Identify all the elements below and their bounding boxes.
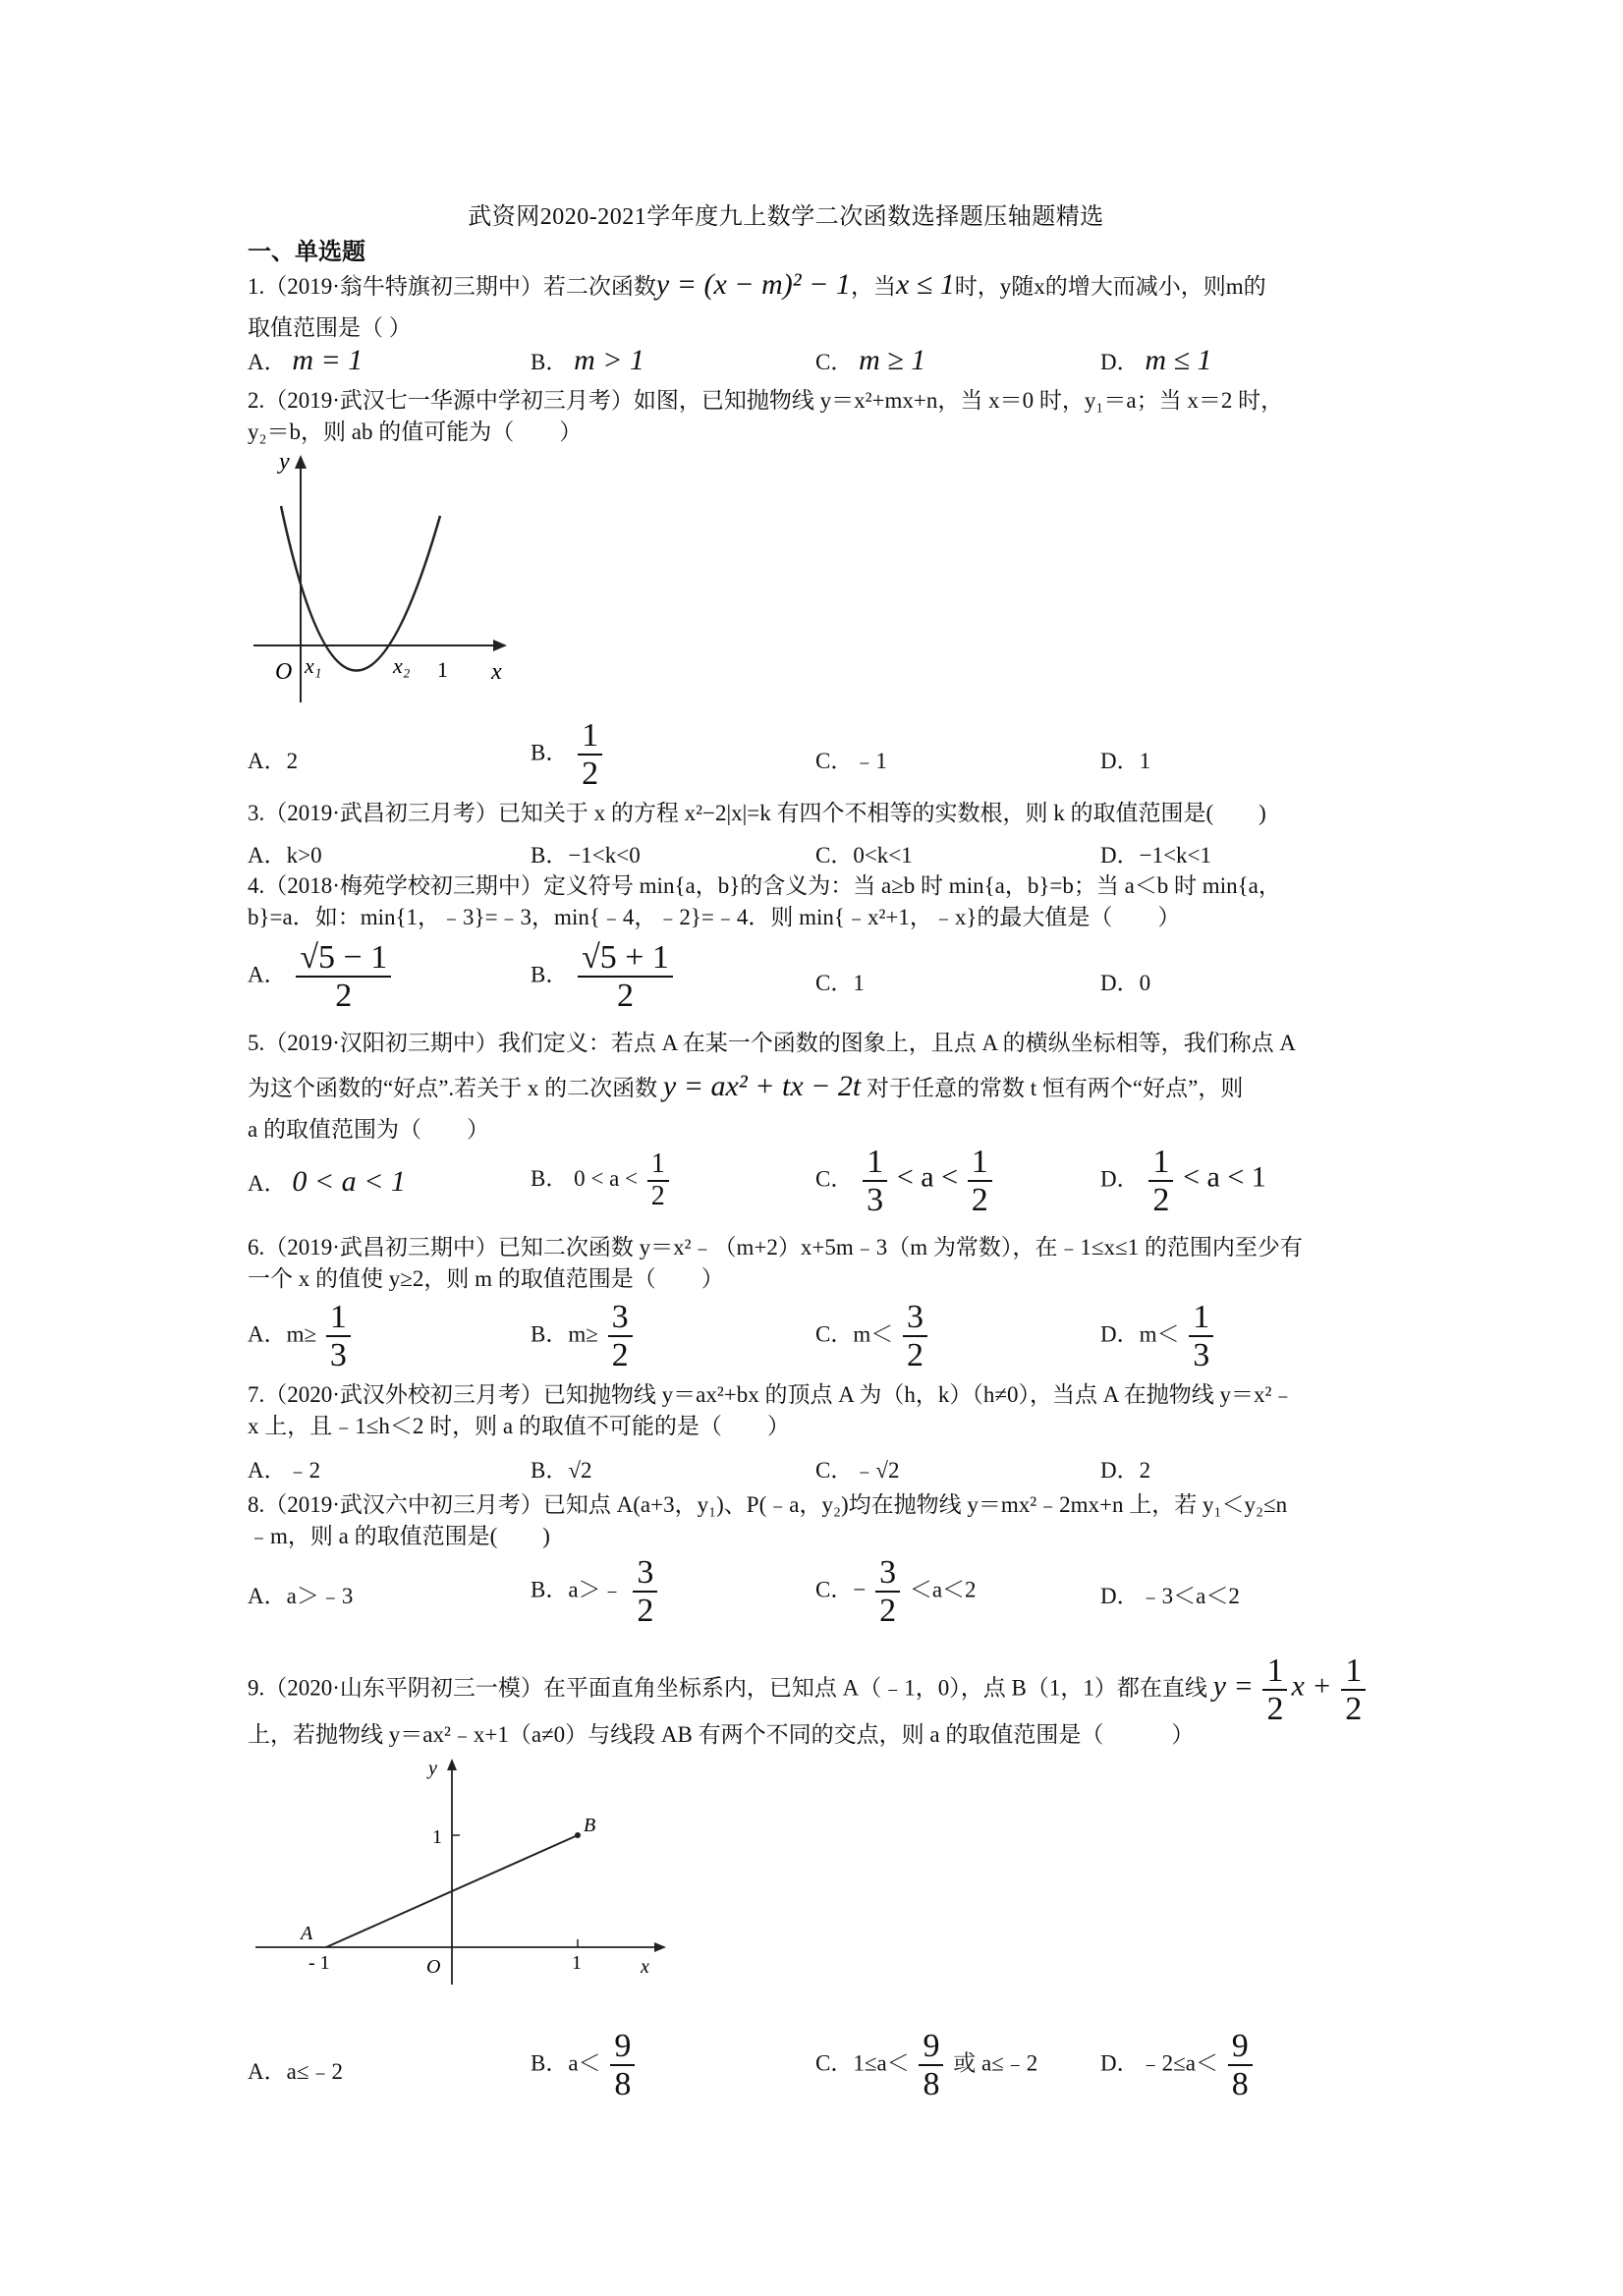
denominator: 3 xyxy=(867,1182,884,1219)
graph-x2-label: x₂ xyxy=(393,653,411,678)
q1-option-d[interactable] xyxy=(1100,344,1212,377)
numerator: 1 xyxy=(1262,1652,1287,1691)
option-label: B． xyxy=(531,740,569,765)
q9-line1 xyxy=(248,1652,1387,1728)
option-label: D． xyxy=(1100,350,1140,374)
fraction xyxy=(903,1299,927,1374)
q8-line1: 8.（2019·武汉六中初三月考）已知点 A(a+3，y₁)、P(﹣a，y₂)均在抛物线 y＝mx²﹣2mx+n 上，若 y₁＜y₂≤n xyxy=(248,1492,1288,1517)
q5-option-a[interactable] xyxy=(248,1165,406,1199)
option-value: 0 < a < xyxy=(574,1166,638,1192)
denominator: 3 xyxy=(1193,1337,1210,1374)
fraction xyxy=(863,1144,887,1219)
fraction xyxy=(1228,2028,1253,2103)
q4-option-d[interactable]: D．0 xyxy=(1100,971,1151,995)
numerator: 1 xyxy=(647,1149,669,1182)
q9-formula-y: y = xyxy=(1212,1669,1254,1703)
numerator: 1 xyxy=(863,1144,887,1182)
fraction xyxy=(610,2028,635,2103)
denominator: 3 xyxy=(329,1337,347,1374)
numerator: √5 − 1 xyxy=(296,939,391,978)
option-value: ＜a＜2 xyxy=(909,1577,977,1602)
q2-option-d[interactable]: D．1 xyxy=(1100,749,1151,773)
graph-x-label: x xyxy=(641,1956,649,1978)
fraction xyxy=(296,939,391,1015)
denominator: 8 xyxy=(614,2066,632,2103)
q8-option-d[interactable]: D．﹣3＜a＜2 xyxy=(1100,1584,1240,1608)
q5-line3: a 的取值范围为（ ） xyxy=(248,1117,489,1142)
point-b-label: B xyxy=(584,1815,596,1836)
numerator: 1 xyxy=(578,717,602,756)
option-value: < a < xyxy=(896,1160,958,1194)
q4-option-c[interactable]: C．1 xyxy=(815,971,865,995)
denominator: 2 xyxy=(1345,1691,1363,1728)
option-label: A． xyxy=(248,962,287,987)
option-label: B．m≥ xyxy=(531,1321,598,1347)
option-value: m ≤ 1 xyxy=(1145,344,1212,376)
section-heading: 一、单选题 xyxy=(248,240,365,265)
q7-option-d[interactable]: D．2 xyxy=(1100,1458,1151,1483)
fraction xyxy=(647,1149,669,1212)
q2-option-c[interactable]: C．﹣1 xyxy=(815,749,887,773)
option-label: B． xyxy=(531,350,569,374)
q5-option-d[interactable] xyxy=(1100,1144,1266,1219)
graph-x1-label: x₁ xyxy=(305,653,322,678)
fraction xyxy=(633,1554,657,1630)
fraction xyxy=(326,1299,351,1374)
option-label: B．a＞﹣ xyxy=(531,1577,624,1602)
numerator: √5 + 1 xyxy=(578,939,673,978)
fraction xyxy=(578,717,602,793)
q2-line2: y₂＝b，则 ab 的值可能为（ ） xyxy=(248,420,583,444)
q3-option-a[interactable]: A．k>0 xyxy=(248,843,322,868)
q9-option-c[interactable] xyxy=(815,2028,1037,2103)
graph-one-label: 1 xyxy=(437,657,448,682)
option-value: m > 1 xyxy=(574,344,645,376)
q7-option-b[interactable]: B．√2 xyxy=(531,1458,592,1483)
q1-option-b[interactable] xyxy=(531,344,644,377)
q2-option-a[interactable]: A．2 xyxy=(248,749,299,773)
denominator: 2 xyxy=(582,756,599,793)
q5-formula: y = ax² + tx − 2t xyxy=(662,1070,862,1102)
q5-option-b[interactable] xyxy=(531,1149,673,1212)
q7-option-a[interactable]: A．﹣2 xyxy=(248,1458,321,1483)
numerator: 1 xyxy=(1341,1652,1366,1691)
q4-line2: b}=a．如：min{1，﹣3}=﹣3，min{﹣4，﹣2}=﹣4．则 min{﹣x²+1，﹣x}的最大值是（ ） xyxy=(248,905,1181,929)
q9-line-graph xyxy=(246,1753,668,1988)
q6-option-a[interactable] xyxy=(248,1299,355,1374)
q1-text: ，当 xyxy=(850,274,896,299)
q3-option-c[interactable]: C．0<k<1 xyxy=(815,843,913,868)
fraction xyxy=(919,2028,943,2103)
denominator: 8 xyxy=(1231,2066,1249,2103)
fraction xyxy=(1262,1652,1287,1728)
q1-condition: x ≤ 1 xyxy=(895,268,955,301)
q3-option-d[interactable]: D．−1<k<1 xyxy=(1100,843,1212,868)
q1-line1 xyxy=(248,269,1387,303)
option-value: m = 1 xyxy=(292,344,364,376)
q7-line2: x 上，且﹣1≤h＜2 时，则 a 的取值不可能的是（ ） xyxy=(248,1414,790,1438)
q5-option-c[interactable] xyxy=(815,1144,996,1219)
numerator: 1 xyxy=(968,1144,992,1182)
graph-y-label: y xyxy=(428,1758,437,1779)
fraction xyxy=(1148,1144,1173,1219)
option-value: 0 < a < 1 xyxy=(292,1165,406,1198)
numerator: 3 xyxy=(608,1299,633,1337)
numerator: 9 xyxy=(919,2028,943,2066)
q1-line2: 取值范围是（ ） xyxy=(248,315,412,340)
option-label: C．1≤a＜ xyxy=(815,2050,910,2076)
q2-option-b[interactable] xyxy=(531,717,606,793)
fraction xyxy=(1341,1652,1366,1728)
numerator: 1 xyxy=(326,1299,351,1337)
q9-option-b[interactable] xyxy=(531,2028,639,2103)
q9-line2: 上，若抛物线 y＝ax²﹣x+1（a≠0）与线段 AB 有两个不同的交点，则 a 的取值范围是（ ） xyxy=(248,1722,1195,1747)
q9-option-d[interactable] xyxy=(1100,2028,1257,2103)
q6-option-d[interactable] xyxy=(1100,1299,1217,1374)
denominator: 2 xyxy=(1266,1691,1284,1728)
q8-line2: ﹣m，则 a 的取值范围是( ) xyxy=(248,1524,550,1548)
option-label: D． xyxy=(1100,1166,1140,1192)
q1-option-a[interactable] xyxy=(248,344,363,377)
fraction xyxy=(578,939,673,1015)
fraction xyxy=(875,1554,900,1630)
q3-option-b[interactable]: B．−1<k<0 xyxy=(531,843,641,868)
option-label: D．﹣2≤a＜ xyxy=(1100,2050,1218,2076)
option-label: A． xyxy=(248,350,287,374)
q3-line1: 3.（2019·武昌初三月考）已知关于 x 的方程 x²−2|x|=k 有四个不相等的实数根，则 k 的取值范围是( ) xyxy=(248,801,1266,825)
q9-stem: 9.（2020·山东平阴初三一模）在平面直角坐标系内，已知点 A（﹣1，0），点 B（1，1）都在直线 xyxy=(248,1675,1207,1701)
q8-option-c[interactable] xyxy=(815,1554,977,1630)
option-label: C．− xyxy=(815,1577,867,1602)
option-label: C． xyxy=(815,350,854,374)
q5-line1: 5.（2019·汉阳初三期中）我们定义：若点 A 在某一个函数的图象上，且点 A 的横纵坐标相等，我们称点 A xyxy=(248,1031,1296,1055)
q6-line2: 一个 x 的值使 y≥2，则 m 的取值范围是（ ） xyxy=(248,1266,724,1291)
denominator: 2 xyxy=(971,1182,988,1219)
numerator: 3 xyxy=(633,1554,657,1593)
q1-stem: 1.（2019·翁牛特旗初三期中）若二次函数 xyxy=(248,274,656,299)
q5-stem: 为这个函数的“好点”.若关于 x 的二次函数 xyxy=(248,1076,658,1100)
q2-parabola-graph xyxy=(244,447,519,707)
fraction xyxy=(1189,1299,1213,1374)
denominator: 2 xyxy=(637,1593,654,1630)
denominator: 2 xyxy=(335,978,353,1015)
page-title: 武资网2020-2021学年度九上数学二次函数选择题压轴题精选 xyxy=(468,204,1104,230)
option-label: A． xyxy=(248,1171,287,1196)
numerator: 1 xyxy=(1148,1144,1173,1182)
denominator: 2 xyxy=(650,1180,665,1211)
denominator: 2 xyxy=(1152,1182,1170,1219)
option-label: B． xyxy=(531,1166,569,1192)
q8-option-a[interactable]: A．a＞﹣3 xyxy=(248,1584,354,1608)
option-value: 或 a≤﹣2 xyxy=(953,2050,1038,2076)
q6-option-b[interactable] xyxy=(531,1299,637,1374)
numerator: 1 xyxy=(1189,1299,1213,1337)
q9-option-a[interactable]: A．a≤﹣2 xyxy=(248,2059,343,2084)
q5-line2 xyxy=(248,1071,1387,1104)
graph-origin-label: O xyxy=(275,659,293,685)
q4-option-b[interactable] xyxy=(531,939,677,1015)
fraction xyxy=(968,1144,992,1219)
q5-text-end: 对于任意的常数 t 恒有两个“好点”，则 xyxy=(867,1076,1244,1100)
numerator: 3 xyxy=(903,1299,927,1337)
graph-origin-label: O xyxy=(426,1956,441,1978)
denominator: 2 xyxy=(879,1593,897,1630)
option-label: A．m≥ xyxy=(248,1321,317,1347)
q4-option-a[interactable] xyxy=(248,939,395,1015)
graph-x-one-label: 1 xyxy=(572,1952,582,1974)
graph-y-one-label: 1 xyxy=(432,1826,442,1848)
q2-line1: 2.（2019·武汉七一华源中学初三月考）如图，已知抛物线 y＝x²+mx+n，当 x＝0 时，y₁＝a；当 x＝2 时， xyxy=(248,388,1284,413)
q1-text-end: 时，y随x的增大而减小，则m的 xyxy=(954,274,1266,299)
q6-option-c[interactable] xyxy=(815,1299,931,1374)
option-label: B．a＜ xyxy=(531,2050,601,2076)
numerator: 3 xyxy=(875,1554,900,1593)
denominator: 2 xyxy=(611,1337,629,1374)
numerator: 9 xyxy=(1228,2028,1253,2066)
graph-x-label: x xyxy=(491,659,502,685)
point-a-label: A xyxy=(301,1923,313,1944)
numerator: 9 xyxy=(610,2028,635,2066)
fraction xyxy=(608,1299,633,1374)
q8-option-b[interactable] xyxy=(531,1554,661,1630)
denominator: 2 xyxy=(617,978,635,1015)
denominator: 8 xyxy=(923,2066,940,2103)
q1-option-c[interactable] xyxy=(815,344,925,377)
q4-line1: 4.（2018·梅苑学校初三期中）定义符号 min{a，b}的含义为：当 a≥b 时 min{a，b}=b；当 a＜b 时 min{a， xyxy=(248,873,1281,898)
option-value: m ≥ 1 xyxy=(859,344,926,376)
option-label: B． xyxy=(531,962,569,987)
q7-option-c[interactable]: C．﹣√2 xyxy=(815,1458,900,1483)
graph-neg-one-label: - 1 xyxy=(308,1952,330,1974)
q1-formula: y = (x − m)² − 1 xyxy=(655,268,851,301)
option-label: C． xyxy=(815,1166,854,1192)
q6-line1: 6.（2019·武昌初三期中）已知二次函数 y＝x²﹣（m+2）x+5m﹣3（m 为常数），在﹣1≤x≤1 的范围内至少有 xyxy=(248,1235,1303,1260)
graph-y-label: y xyxy=(279,449,290,475)
q7-line1: 7.（2020·武汉外校初三月考）已知抛物线 y＝ax²+bx 的顶点 A 为（h，k）（h≠0），当点 A 在抛物线 y＝x²﹣ xyxy=(248,1382,1295,1407)
option-value: < a < 1 xyxy=(1183,1160,1266,1194)
option-label: D．m＜ xyxy=(1100,1321,1180,1347)
q9-formula-x: x + xyxy=(1291,1669,1332,1703)
denominator: 2 xyxy=(906,1337,923,1374)
option-label: C．m＜ xyxy=(815,1321,894,1347)
